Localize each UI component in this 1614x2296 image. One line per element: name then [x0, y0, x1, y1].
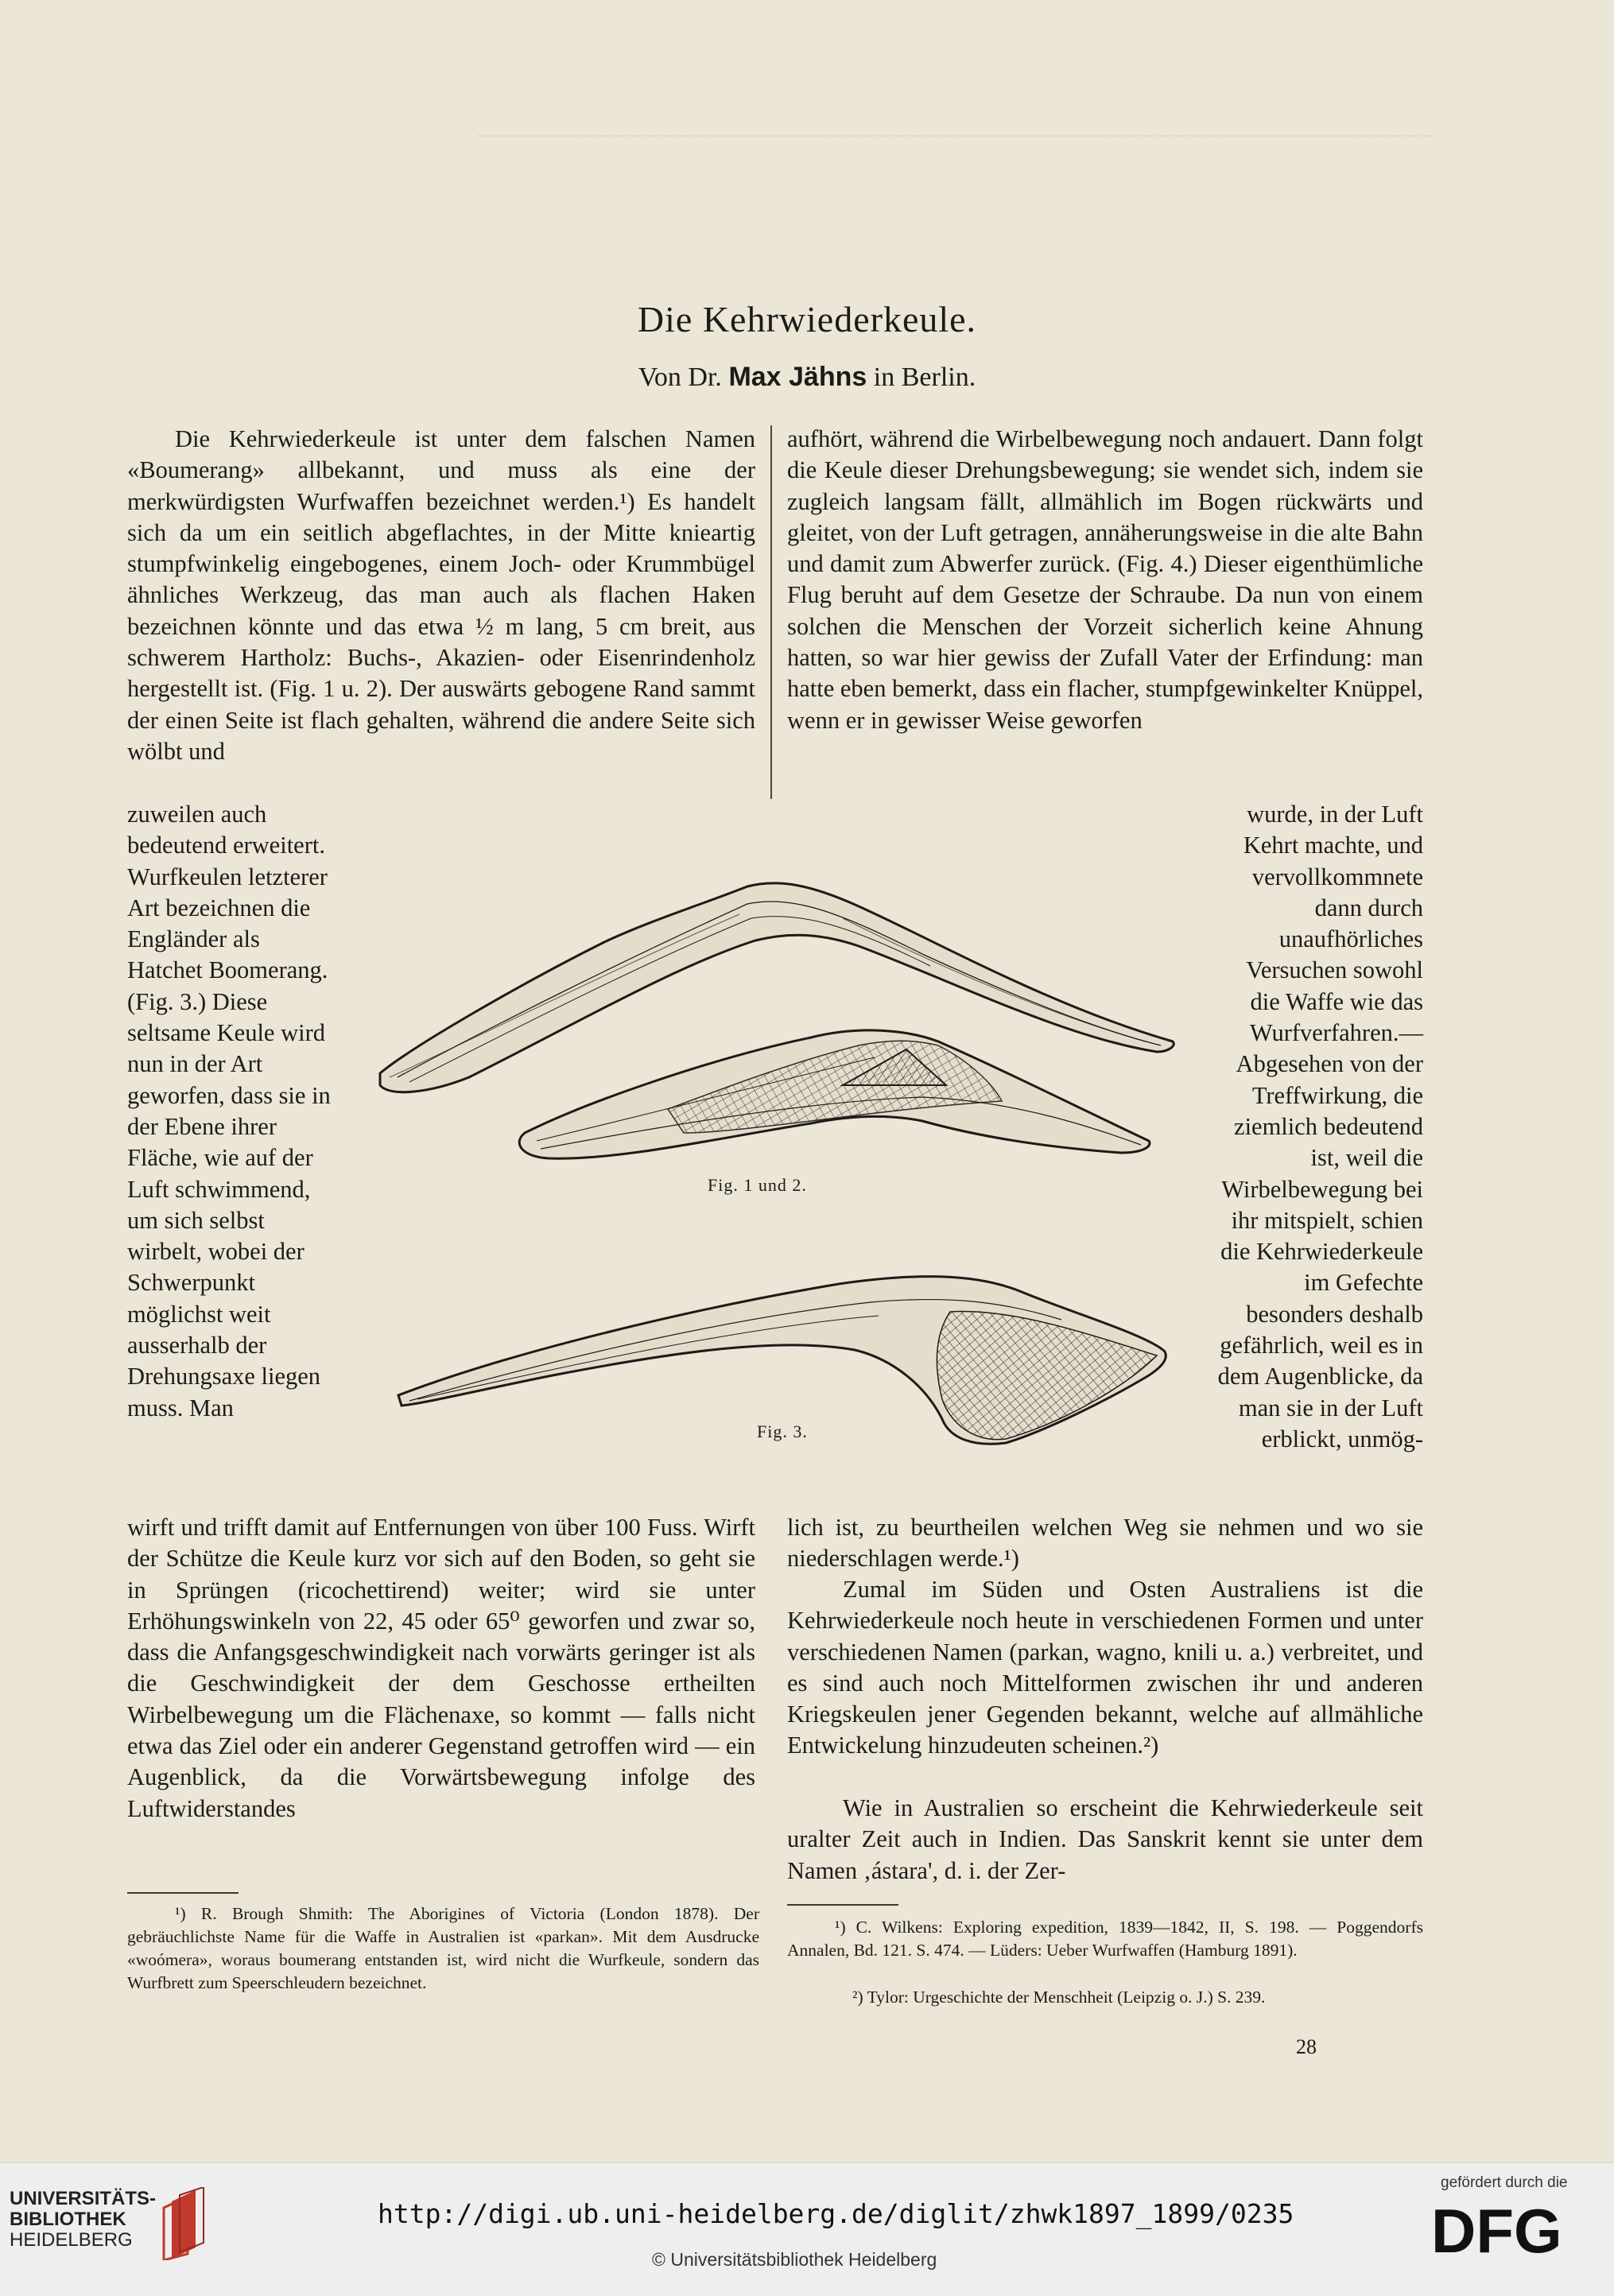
footnote-rule-right [787, 1904, 898, 1906]
library-logo-icon [161, 2187, 210, 2260]
library-name [10, 2189, 156, 2251]
footnote-left-1: ¹) R. Brough Shmith: The Aborigines of Victoria (London 1878). Der gebräuchlichste Name für die Waffe in Australien ist «parkan». Mit dem Ausdrucke «woómera», woraus boumerang entstanden ist, wird nicht die Wurfkeule, sondern das Wurfbrett zum Speerschleudern bezeichnet. [127, 1904, 759, 1992]
footnote-right-1: ¹) C. Wilkens: Exploring expedition, 1839—1842, II, S. 198. — Poggendorfs Annalen, Bd. 121. S. 474. — Lüders: Ueber Wurfwaffen (Hamburg 1891). [787, 1918, 1423, 1960]
figure-caption-1-2: Fig. 1 und 2. [708, 1175, 807, 1195]
left-paragraph-1: Die Kehrwiederkeule ist unter dem falschen Namen «Boumerang» allbekannt, und muss als eine der merkwürdigsten Wurfwaffen bezeichnet werden.¹) Es handelt sich da um ein seitlich abgeflachtes, in der Mitte knieartig stumpfwinkelig eingebogenes, einem Joch- oder Krummbügel ähnliches Werkzeug, das man auch als flachen Haken bezeichnen könnte und das etwa ½ m lang, 5 cm breit, aus schwerem Hartholz: Buchs-, Akazien- oder Eisenrindenholz hergestellt ist. (Fig. 1 u. 2). Der auswärts gebogene Rand sammt der einen Seite ist flach gehalten, während die andere Seite sich wölbt und [127, 425, 755, 765]
author-name: Max Jähns [728, 362, 867, 392]
copyright-notice: © Universitätsbibliothek Heidelberg [652, 2249, 937, 2270]
right-wrap-text: wurde, in der Luft Kehrt machte, und vervollkommnete dann durch unaufhörliches Versuchen sowohl die Waffe wie das Wurfverfahren.— Abgesehen von der Treffwirkung, die ziemlich bedeutend ist, weil die Wirbelbewegung bei ihr mitspielt, schien die Kehrwiederkeule im Gefechte besonders deshalb gefährlich, weil es in dem Augenblicke, da man sie in der Luft erblickt, unmög- [1217, 801, 1423, 1452]
left-paragraph-2: wirft und trifft damit auf Entfernungen von über 100 Fuss. Wirft der Schütze die Keule kurz vor sich auf den Boden, so geht sie in Sprüngen (ricochettirend) weiter; wird sie unter Erhöhungswinkeln von 22, 45 oder 65⁰ geworfen und zwar so, dass die Anfangsgeschwindigkeit nach vorwärts geringer ist als die Geschwindigkeit der dem Geschosse ertheilten Wirbelbewegung um die Flächenaxe, so kommt — falls nicht etwa das Ziel oder ein anderer Gegenstand getroffen wird — ein Augenblick, da die Vorwärtsbewegung infolge des Luftwiderstandes [127, 1514, 755, 1822]
dfg-logo-icon [1431, 2197, 1598, 2260]
right-paragraph-3: Zumal im Süden und Osten Australiens ist die Kehrwiederkeule noch heute in verschiedenen Formen und unter verschiedenen Namen (parkan, wagno, knili u. a.) verbreitet, und es sind auch noch Mittelformen zwischen ihr und anderen Kriegskeulen jener Gegenden bekannt, welche auf allmähliche Entwickelung hinzudeuten scheinen.²) [787, 1576, 1423, 1759]
figure-caption-3: Fig. 3. [757, 1421, 808, 1441]
byline-prefix: Von Dr. [638, 363, 722, 392]
footnote-right-2: ²) Tylor: Urgeschichte der Menschheit (Leipzig o. J.) S. 239. [852, 1988, 1266, 2007]
dfg-logo-text: DFG [1431, 2197, 1562, 2260]
right-paragraph-1: aufhört, während die Wirbelbewegung noch andauert. Dann folgt die Keule dieser Drehungsbewegung; sie wendet sich, indem sie zugleich langsam fällt, allmählich im Bogen rückwärts und gleitet, von der Luft getragen, annäherungsweise in die alte Bahn und damit zum Abwerfer zurück. (Fig. 4.) Dieser eigenthümliche Flug beruht auf dem Gesetze der Schraube. Da nun von einem solchen die Menschen der Vorzeit sicherlich keine Ahnung hatten, so war hier gewiss der Zufall Vater der Erfindung: man hatte eben bemerkt, dass ein flacher, stumpfgewinkelter Knüppel, wenn er in gewisser Weise geworfen [787, 425, 1423, 734]
library-line-3: HEIDELBERG [10, 2229, 133, 2251]
viewer-bottom-bar [0, 2162, 1614, 2296]
permalink-url[interactable]: http://digi.ub.uni-heidelberg.de/diglit/zhwk1897_1899/0235 [378, 2198, 1294, 2229]
running-head-faded [477, 111, 1431, 137]
footnote-rule-left [127, 1892, 239, 1894]
left-wrap-text: zuweilen auch bedeutend erweitert. Wurfkeulen letzterer Art bezeichnen die Engländer als Hatchet Boomerang. (Fig. 3.) Diese seltsame Keule wird nun in der Art geworfen, dass sie in der Ebene ihrer Fläche, wie auf der Luft schwimmend, um sich selbst wirbelt, wobei der Schwerpunkt möglichst weit ausserhalb der Drehungsaxe liegen muss. Man [127, 801, 331, 1421]
article-byline [0, 362, 1614, 393]
right-paragraph-4: Wie in Australien so erscheint die Kehrwiederkeule seit uralter Zeit auch in Indien. Das Sanskrit kennt sie unter dem Namen ‚ástara', d. i. der Zer- [787, 1794, 1423, 1884]
article-title: Die Kehrwiederkeule. [637, 299, 977, 339]
byline-suffix: in Berlin. [873, 363, 976, 392]
column-divider [770, 425, 772, 799]
library-line-2: BIBLIOTHEK [10, 2209, 126, 2230]
right-paragraph-2: lich ist, zu beurtheilen welchen Weg sie nehmen und wo sie niederschlagen werde.¹) [787, 1514, 1423, 1573]
library-line-1: UNIVERSITÄTS- [10, 2188, 157, 2209]
funded-by-label: gefördert durch die [1441, 2174, 1568, 2191]
figure-boomerangs-1-and-2 [366, 847, 1193, 1220]
page-number: 28 [1296, 2035, 1317, 2058]
